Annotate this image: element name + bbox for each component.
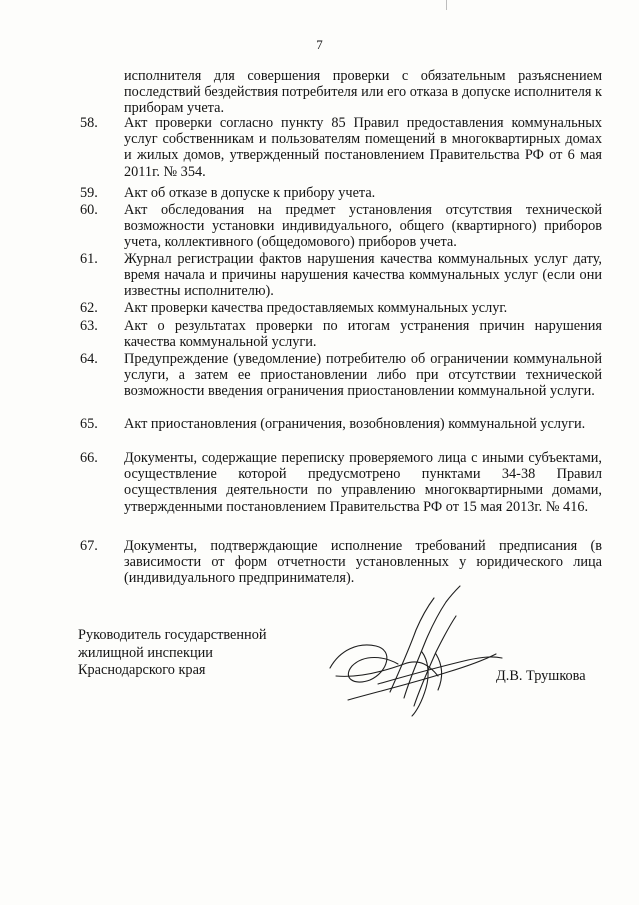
item-text: Предупреждение (уведомление) потребителю об ограничении коммунальной услуги, а затем ее приостановлении либо при отсутствии технической возможности введения ограничения приостановлении коммунальной услуги. [124, 351, 602, 400]
item-number: 63. [80, 318, 98, 334]
position-line: Руководитель государственной [78, 627, 267, 643]
page-number: 7 [316, 37, 323, 52]
item-number: 65. [80, 416, 98, 432]
item-number: 64. [80, 351, 98, 367]
item-text: Документы, подтверждающие исполнение требований предписания (в зависимости от форм отчетности установленных у юридического лица (индивидуального предпринимателя). [124, 538, 602, 587]
item-number: 61. [80, 251, 98, 267]
item-text: Акт приостановления (ограничения, возобновления) коммунальной услуги. [124, 416, 586, 432]
scan-edge-mark [446, 0, 447, 10]
item-text: Акт проверки согласно пункту 85 Правил предоставления коммунальных услуг собственникам и пользователям помещений в многоквартирных домах и жилых домов, утвержденный постановлением Правительства РФ от 6 мая 2011г. № 354. [124, 115, 602, 180]
item-text: Акт проверки качества предоставляемых коммунальных услуг. [124, 300, 508, 316]
item-number: 67. [80, 538, 98, 554]
item-text: Документы, содержащие переписку проверяемого лица с иными субъектами, осуществление которой предусмотрено пунктами 34-38 Правил осуществления деятельности по управлению многоквартирными домами, утвержденными постановлением Правительства РФ от 15 мая 2013г. № 416. [124, 450, 602, 515]
handwritten-signature [318, 580, 508, 720]
item-text: Акт о результатах проверки по итогам устранения причин нарушения качества коммунальной услуги. [124, 318, 602, 351]
item-number: 62. [80, 300, 98, 316]
item-text: Акт об отказе в допуске к прибору учета. [124, 185, 376, 201]
intro-paragraph: исполнителя для совершения проверки с обязательным разъяснением последствий бездействия потребителя или его отказа в допуске исполнителя к приборам учета. [124, 68, 602, 117]
item-number: 59. [80, 185, 98, 201]
item-text: Журнал регистрации фактов нарушения качества коммунальных услуг дату, время начала и причины нарушения качества коммунальных услуг (если они известны исполнителю). [124, 251, 602, 300]
item-number: 66. [80, 450, 98, 466]
signer-name: Д.В. Трушкова [496, 668, 586, 684]
item-number: 58. [80, 115, 98, 131]
item-text: Акт обследования на предмет установления отсутствия технической возможности установки индивидуального, общего (квартирного) приборов учета, коллективного (общедомового) приборов учета. [124, 202, 602, 251]
position-line: жилищной инспекции [78, 644, 213, 661]
signatory-position [78, 627, 318, 680]
item-number: 60. [80, 202, 98, 218]
position-line: Краснодарского края [78, 662, 206, 678]
